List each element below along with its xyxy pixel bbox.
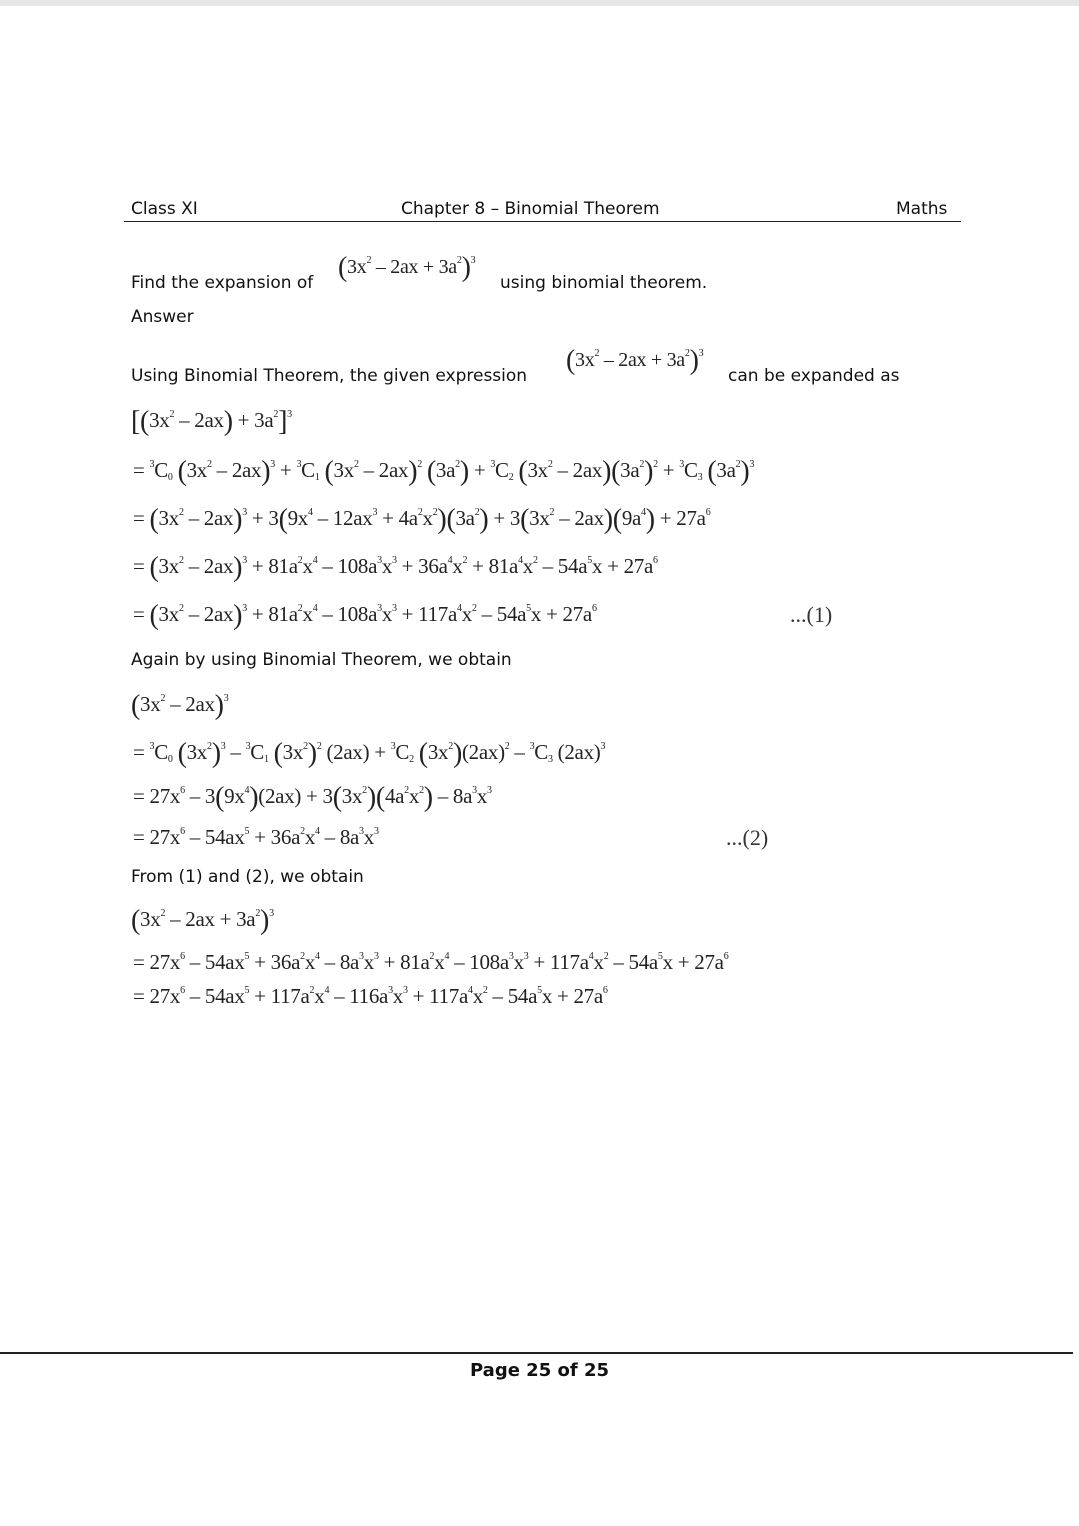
page-number: Page 25 of 25: [469, 1360, 610, 1381]
math-line-1-4: = $(3x^2 - 2ax)^3 + 81a^2x^4 - 108a^3x^3 + 36a^4x^2 + 81a^4x^2 - 54a^5x + 27a^6$: [133, 552, 658, 583]
from-text: From (1) and (2), we obtain: [131, 867, 364, 887]
math-line-3-2: = $27x^6 - 54ax^5 + 36a^2x^4 - 8a^3x^3 + 81a^2x^4 - 108a^3x^3 + 117a^4x^2 - 54a^5x + 27a^6$: [133, 950, 729, 974]
footer-divider: [0, 1352, 1073, 1354]
math-line-1-5: = $(3x^2 - 2ax)^3 + 81a^2x^4 - 108a^3x^3 + 117a^4x^2 - 54a^5x + 27a^6$: [133, 600, 597, 631]
math-line-3-3: = $27x^6 - 54ax^5 + 117a^2x^4 - 116a^3x^3 + 117a^4x^2 - 54a^5x + 27a^6$: [133, 984, 608, 1008]
viewer-top-bar: [0, 0, 1079, 6]
intro-expression: $(3x^2 - 2ax + 3a^2)^3$: [566, 345, 704, 376]
header-subject: Maths: [896, 199, 948, 219]
equation-label-2: ...(2): [726, 825, 769, 850]
header-chapter-title: Chapter 8 – Binomial Theorem: [401, 199, 660, 219]
answer-label: Answer: [131, 307, 194, 327]
equation-label-1: ...(1): [790, 602, 833, 627]
math-line-2-4: = $27x^6 - 54ax^5 + 36a^2x^4 - 8a^3x^3$: [133, 825, 379, 849]
intro-suffix: can be expanded as: [728, 366, 900, 386]
intro-prefix: Using Binomial Theorem, the given expression: [131, 366, 528, 386]
question-suffix: using binomial theorem.: [500, 273, 708, 293]
math-line-1-1: $[(3x^2 - 2ax) + 3a^2]^3$: [131, 406, 292, 437]
again-text: Again by using Binomial Theorem, we obtain: [131, 650, 512, 670]
question-expression: $(3x^2 - 2ax + 3a^2)^3$: [338, 252, 476, 283]
math-line-2-2: = $^3C_0$ $(3x^2)^3 - ^3C_1$ $(3x^2)^2$ $(2ax) + ^3C_2$ $(3x^2)(2ax)^2 - ^3C_3$ $(2ax)^3$: [133, 738, 606, 769]
header-divider: [124, 221, 961, 222]
question-prefix: Find the expansion of: [131, 273, 314, 293]
header-class: Class XI: [131, 199, 198, 219]
math-line-2-3: = $27x^6 - 3(9x^4)(2ax) + 3(3x^2)(4a^2x^2) - 8a^3x^3$: [133, 782, 492, 813]
math-line-3-1: $(3x^2 - 2ax + 3a^2)^3$: [131, 905, 274, 936]
math-line-1-2: = $^3C_0$ $(3x^2 - 2ax)^3 + ^3C_1$ $(3x^2 - 2ax)^2$ $(3a^2) + ^3C_2$ $(3x^2 - 2ax)(3a^2)^2 + ^3C_3$ $(3a^2)^3$: [133, 456, 755, 487]
math-line-2-1: $(3x^2 - 2ax)^3$: [131, 690, 229, 721]
math-line-1-3: = $(3x^2 - 2ax)^3 + 3(9x^4 - 12ax^3 + 4a^2x^2)(3a^2) + 3(3x^2 - 2ax)(9a^4) + 27a^6$: [133, 504, 711, 535]
